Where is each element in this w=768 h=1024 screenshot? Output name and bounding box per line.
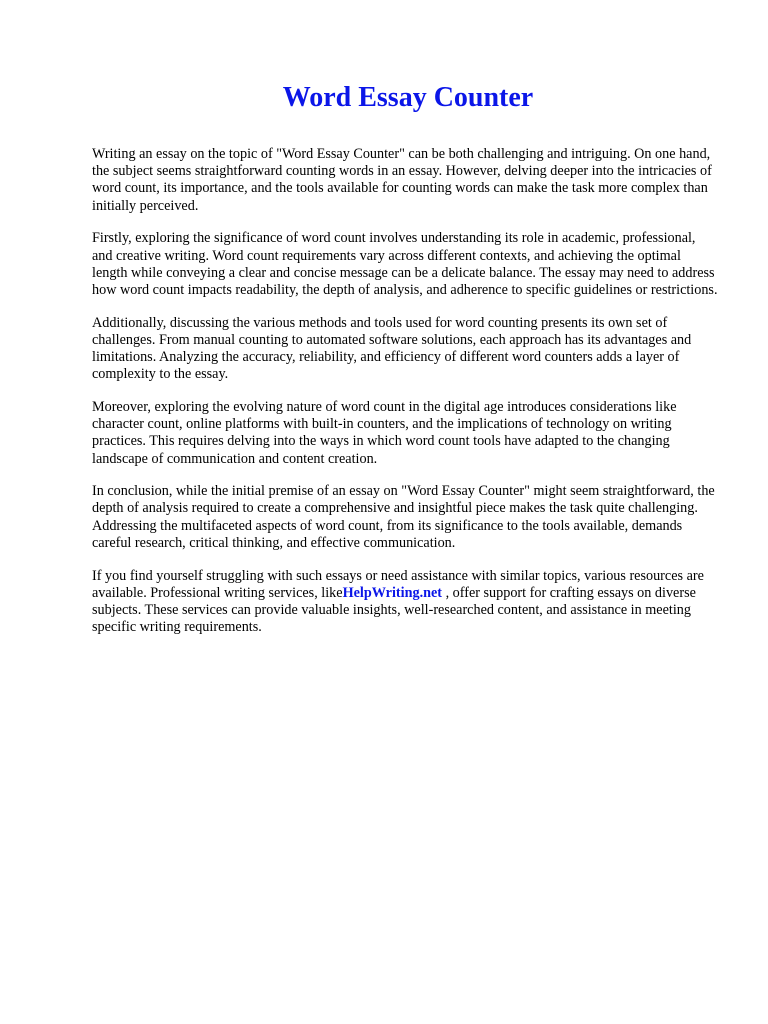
paragraph-6-text-before-link: If you find yourself struggling with such essays or need assistance with similar topics, various resources are available. Professional writing services, like	[92, 567, 704, 601]
paragraph-5: In conclusion, while the initial premise of an essay on "Word Essay Counter" might seem straightforward, the depth of analysis required to create a comprehensive and insightful piece makes the task quite challenging. Addressing the multifaceted aspects of word count, from its significance to the tools available, demands careful research, critical thinking, and effective communication.	[92, 483, 715, 551]
helpwriting-link[interactable]: HelpWriting.net	[342, 584, 443, 601]
essay-body	[92, 146, 718, 652]
paragraph-2: Firstly, exploring the significance of word count involves understanding its role in academic, professional, and creative writing. Word count requirements vary across different contexts, and achieving the optimal length while conveying a clear and concise message can be a delicate balance. The essay may need to address how word count impacts readability, the depth of analysis, and adherence to specific guidelines or restrictions.	[92, 230, 718, 298]
paragraph-1: Writing an essay on the topic of "Word Essay Counter" can be both challenging and intriguing. On one hand, the subject seems straightforward counting words in an essay. However, delving deeper into the intricacies of word count, its importance, and the tools available for counting words can make the task more complex than initially perceived.	[92, 146, 712, 214]
page-title: Word Essay Counter	[282, 82, 534, 113]
paragraph-3: Additionally, discussing the various methods and tools used for word counting presents its own set of challenges. From manual counting to automated software solutions, each approach has its advantages and limitations. Analyzing the accuracy, reliability, and efficiency of different word counters adds a layer of complexity to the essay.	[92, 314, 692, 383]
paragraph-6	[92, 568, 718, 637]
paragraph-4: Moreover, exploring the evolving nature of word count in the digital age introduces considerations like character count, online platforms with built-in counters, and the implications of technology on writing practices. This requires delving into the ways in which word count tools have adapted to the changing landscape of communication and content creation.	[92, 398, 677, 467]
paragraph-6-text-after-link: , offer support for crafting essays on diverse subjects. These services can provide valuable insights, well-researched content, and assistance in meeting specific writing requirements.	[92, 584, 696, 636]
